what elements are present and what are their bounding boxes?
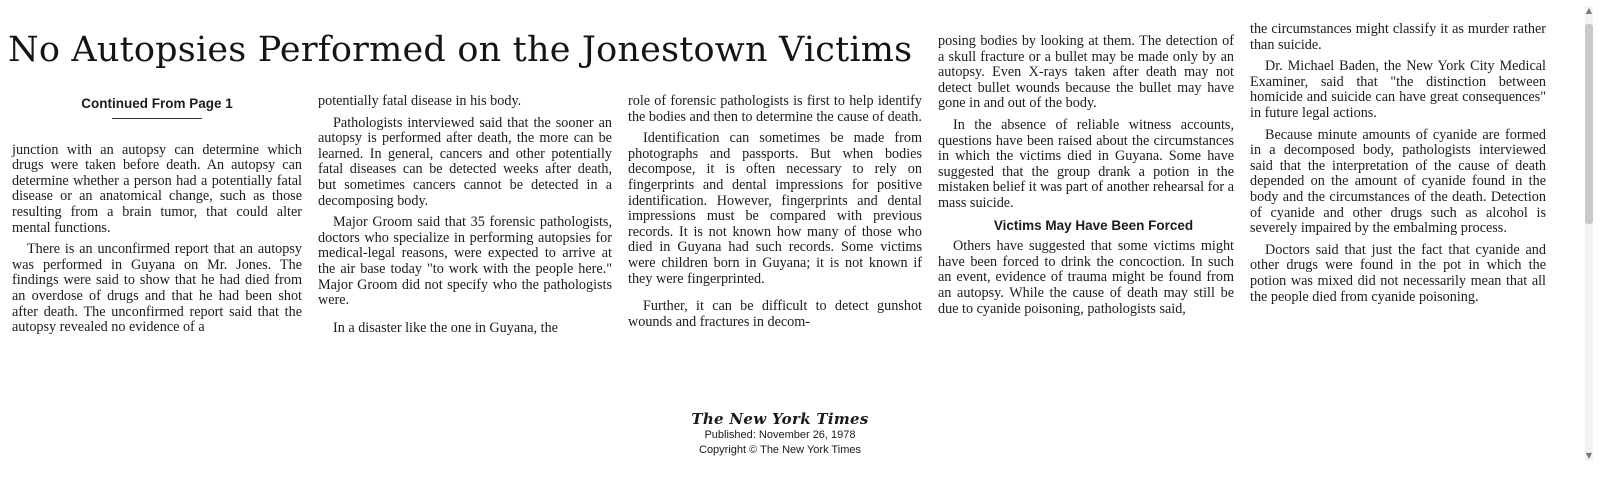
paragraph: Major Groom said that 35 forensic pathologists, doctors who specialize in performing autopsies for medical-legal reasons, were expected to arrive at the air base today "to work with the people here." Major Groom did not specify who the pathologists were.	[318, 214, 612, 309]
headline: No Autopsies Performed on the Jonestown Victims	[8, 30, 913, 70]
paragraph: role of forensic pathologists is first to help identify the bodies and then to determine the cause of death.	[628, 93, 922, 125]
paragraph: In a disaster like the one in Guyana, the	[333, 319, 558, 336]
article-column-3	[628, 94, 922, 330]
vertical-scrollbar[interactable]	[1585, 6, 1593, 461]
article-footer	[0, 410, 1560, 458]
paragraph: Doctors said that just the fact that cyanide and other drugs were found in the pot in which the potion was mixed did not necessarily mean that all the people died from cyanide poisoning.	[1250, 241, 1546, 305]
article-column-5	[1250, 22, 1546, 305]
paragraph: Identification can sometimes be made from photographs and passports. But when bodies decompose, it is often necessary to rely on fingerprints and dental impressions for positive identification. However, fingerprints and dental impressions must be compared with previous records. It is not known how many of those who died in Guyana had such records. Some victims were children born in Guyana; it is not known if they were fingerprinted.	[628, 130, 922, 287]
paragraph: Further, it can be difficult to detect gunshot wounds and fractures in decom-	[628, 298, 922, 330]
paragraph: In the absence of reliable witness accounts, questions have been raised about the circumstances in which the victims died in Guyana. Some have suggested that the group drank a potion in the mistaken belief it was part of another rehearsal for a mass suicide.	[938, 116, 1234, 211]
paragraph: Dr. Michael Baden, the New York City Medical Examiner, said that "the distinction between homicide and suicide can have great consequences" in future legal actions.	[1250, 58, 1546, 121]
paragraph: junction with an autopsy can determine which drugs were taken before death. An autopsy can determine whether a person had a potentially fatal disease or an anatomical change, such as those resulting from a brain tumor, that could alter mental functions.	[12, 141, 302, 236]
paragraph: There is an unconfirmed report that an autopsy was performed in Guyana on Mr. Jones. The findings were said to show that he had died from an overdose of drugs and that he had been shot after death. The unconfirmed report said that the autopsy revealed no evidence of a	[12, 241, 302, 336]
arrow-down-icon[interactable]: ▼	[1585, 451, 1593, 460]
paragraph: Pathologists interviewed said that the sooner an autopsy is performed after death, the more can be learned. In general, cancers and other potentially fatal diseases can be detected weeks after death, but sometimes cancers cannot be detected in a decomposing body.	[318, 114, 612, 209]
paragraph: potentially fatal disease in his body.	[318, 93, 522, 109]
paragraph: Others have suggested that some victims might have been forced to drink the concoction. In such an event, evidence of trauma might be found from an autopsy. While the cause of death may still be due to cyanide poisoning, pathologists said,	[938, 238, 1234, 317]
article-column-4	[938, 34, 1234, 317]
nyt-masthead-logo: The New York Times	[691, 410, 869, 428]
copyright-notice: Copyright © The New York Times	[699, 444, 861, 456]
paragraph: posing bodies by looking at them. The detection of a skull fracture or a bullet may be made only by an autopsy. Even X-rays taken after death may not detect bullet wounds because the bullet may have gone in and out of the body.	[938, 33, 1234, 112]
article-column-2	[318, 94, 612, 336]
published-date: Published: November 26, 1978	[704, 429, 856, 441]
paragraph: Because minute amounts of cyanide are formed in a decomposed body, pathologists interviewed said that the interpretation of the cause of death depended on the amount of cyanide found in the body and the circumstances of the death. Detection of cyanide and other drugs such as alcohol is severely impaired by the embalming process.	[1250, 126, 1546, 237]
subhead-victims-forced: Victims May Have Been Forced	[993, 217, 1194, 233]
article-column-1	[12, 96, 302, 336]
scrollbar-thumb[interactable]	[1585, 24, 1593, 224]
arrow-up-icon[interactable]: ▲	[1585, 6, 1593, 15]
kicker-continued: Continued From Page 1	[81, 96, 233, 111]
paragraph: the circumstances might classify it as murder rather than suicide.	[1250, 21, 1546, 53]
